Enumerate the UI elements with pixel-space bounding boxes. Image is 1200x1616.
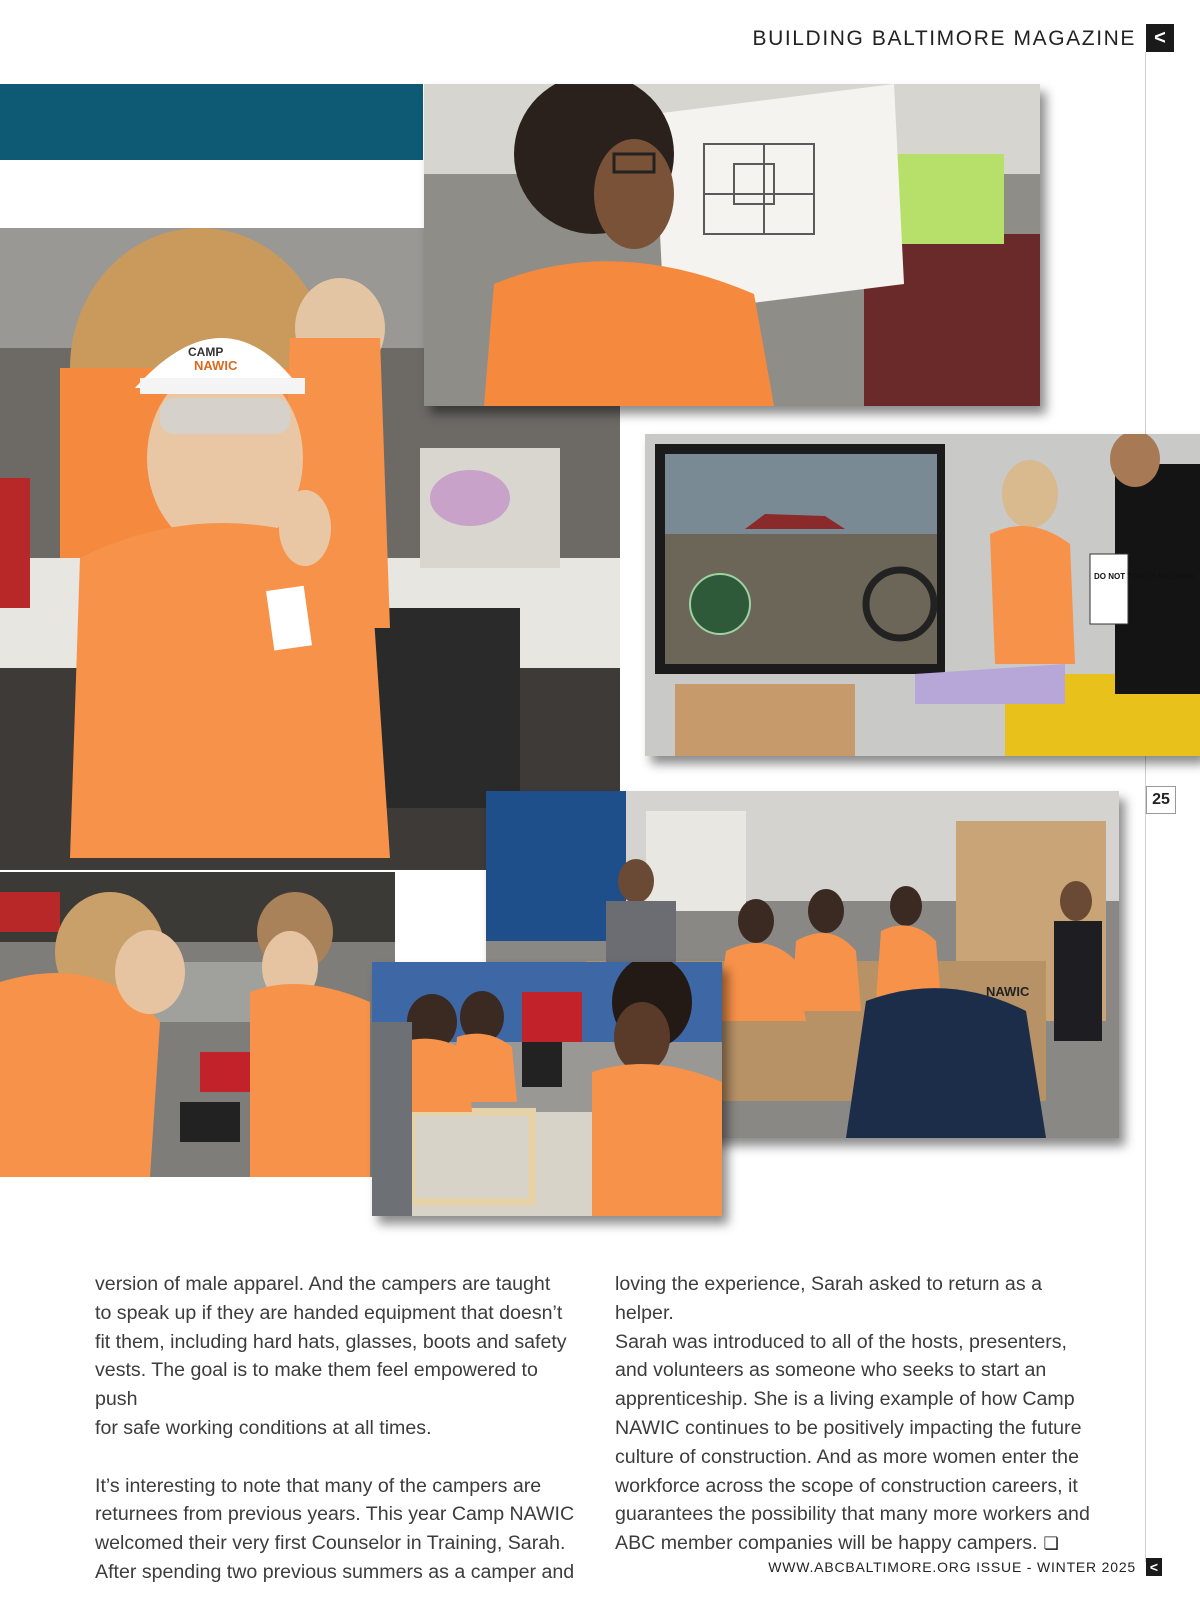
teal-accent-band	[0, 84, 423, 160]
footer-previous-page-button[interactable]	[1146, 1558, 1162, 1576]
left-column	[95, 1270, 585, 1616]
chevron-left-icon: <	[1149, 1559, 1159, 1575]
do-not-touch-sign: DO NOT TOUCH MACHINE	[1094, 572, 1196, 581]
photo-campers-drilling	[0, 872, 395, 1177]
previous-page-button[interactable]	[1146, 24, 1174, 52]
chevron-left-icon: <	[1154, 27, 1166, 49]
paragraph: version of male apparel. And the campers are taught to speak up if they are handed equipment that doesn’t fit them, including hard hats, glasses, boots and safety vests. The goal is to make them feel empowered to push for safe working conditions at all times.	[95, 1273, 567, 1439]
paragraph-text: loving the experience, Sarah asked to return as a helper. Sarah was introduced to all of the hosts, presenters, and volunteers as someone who seeks to start an apprenticeship. She is a living example of how Camp NAWIC continues to be positively impacting the future culture of construction. And as more women enter the workforce across the scope of construction careers, it guarantees the possibility that many more workers and ABC member companies will be happy campers.	[615, 1273, 1090, 1555]
page-number: 25	[1146, 786, 1176, 814]
photo-camper-with-drill	[372, 962, 722, 1216]
hat-label-nawic: NAWIC	[194, 358, 238, 373]
workshop-shirt-text: NAWIC	[986, 984, 1030, 999]
paragraph: It’s interesting to note that many of the campers are returnees from previous years. This year Camp NAWIC welcomed their very first Counselor in Training, Sarah. After spending two previous summers as a camper and	[95, 1474, 575, 1583]
paragraph	[615, 1270, 1105, 1559]
magazine-title: BUILDING BALTIMORE MAGAZINE	[752, 27, 1136, 50]
photo-equipment-simulator	[645, 434, 1200, 756]
hat-label-camp: CAMP	[188, 345, 224, 359]
end-of-article-icon: ❏	[1043, 1534, 1059, 1554]
footer-text: WWW.ABCBALTIMORE.ORG ISSUE - WINTER 2025	[768, 1559, 1136, 1575]
photo-blueprint-reading	[424, 84, 1040, 406]
